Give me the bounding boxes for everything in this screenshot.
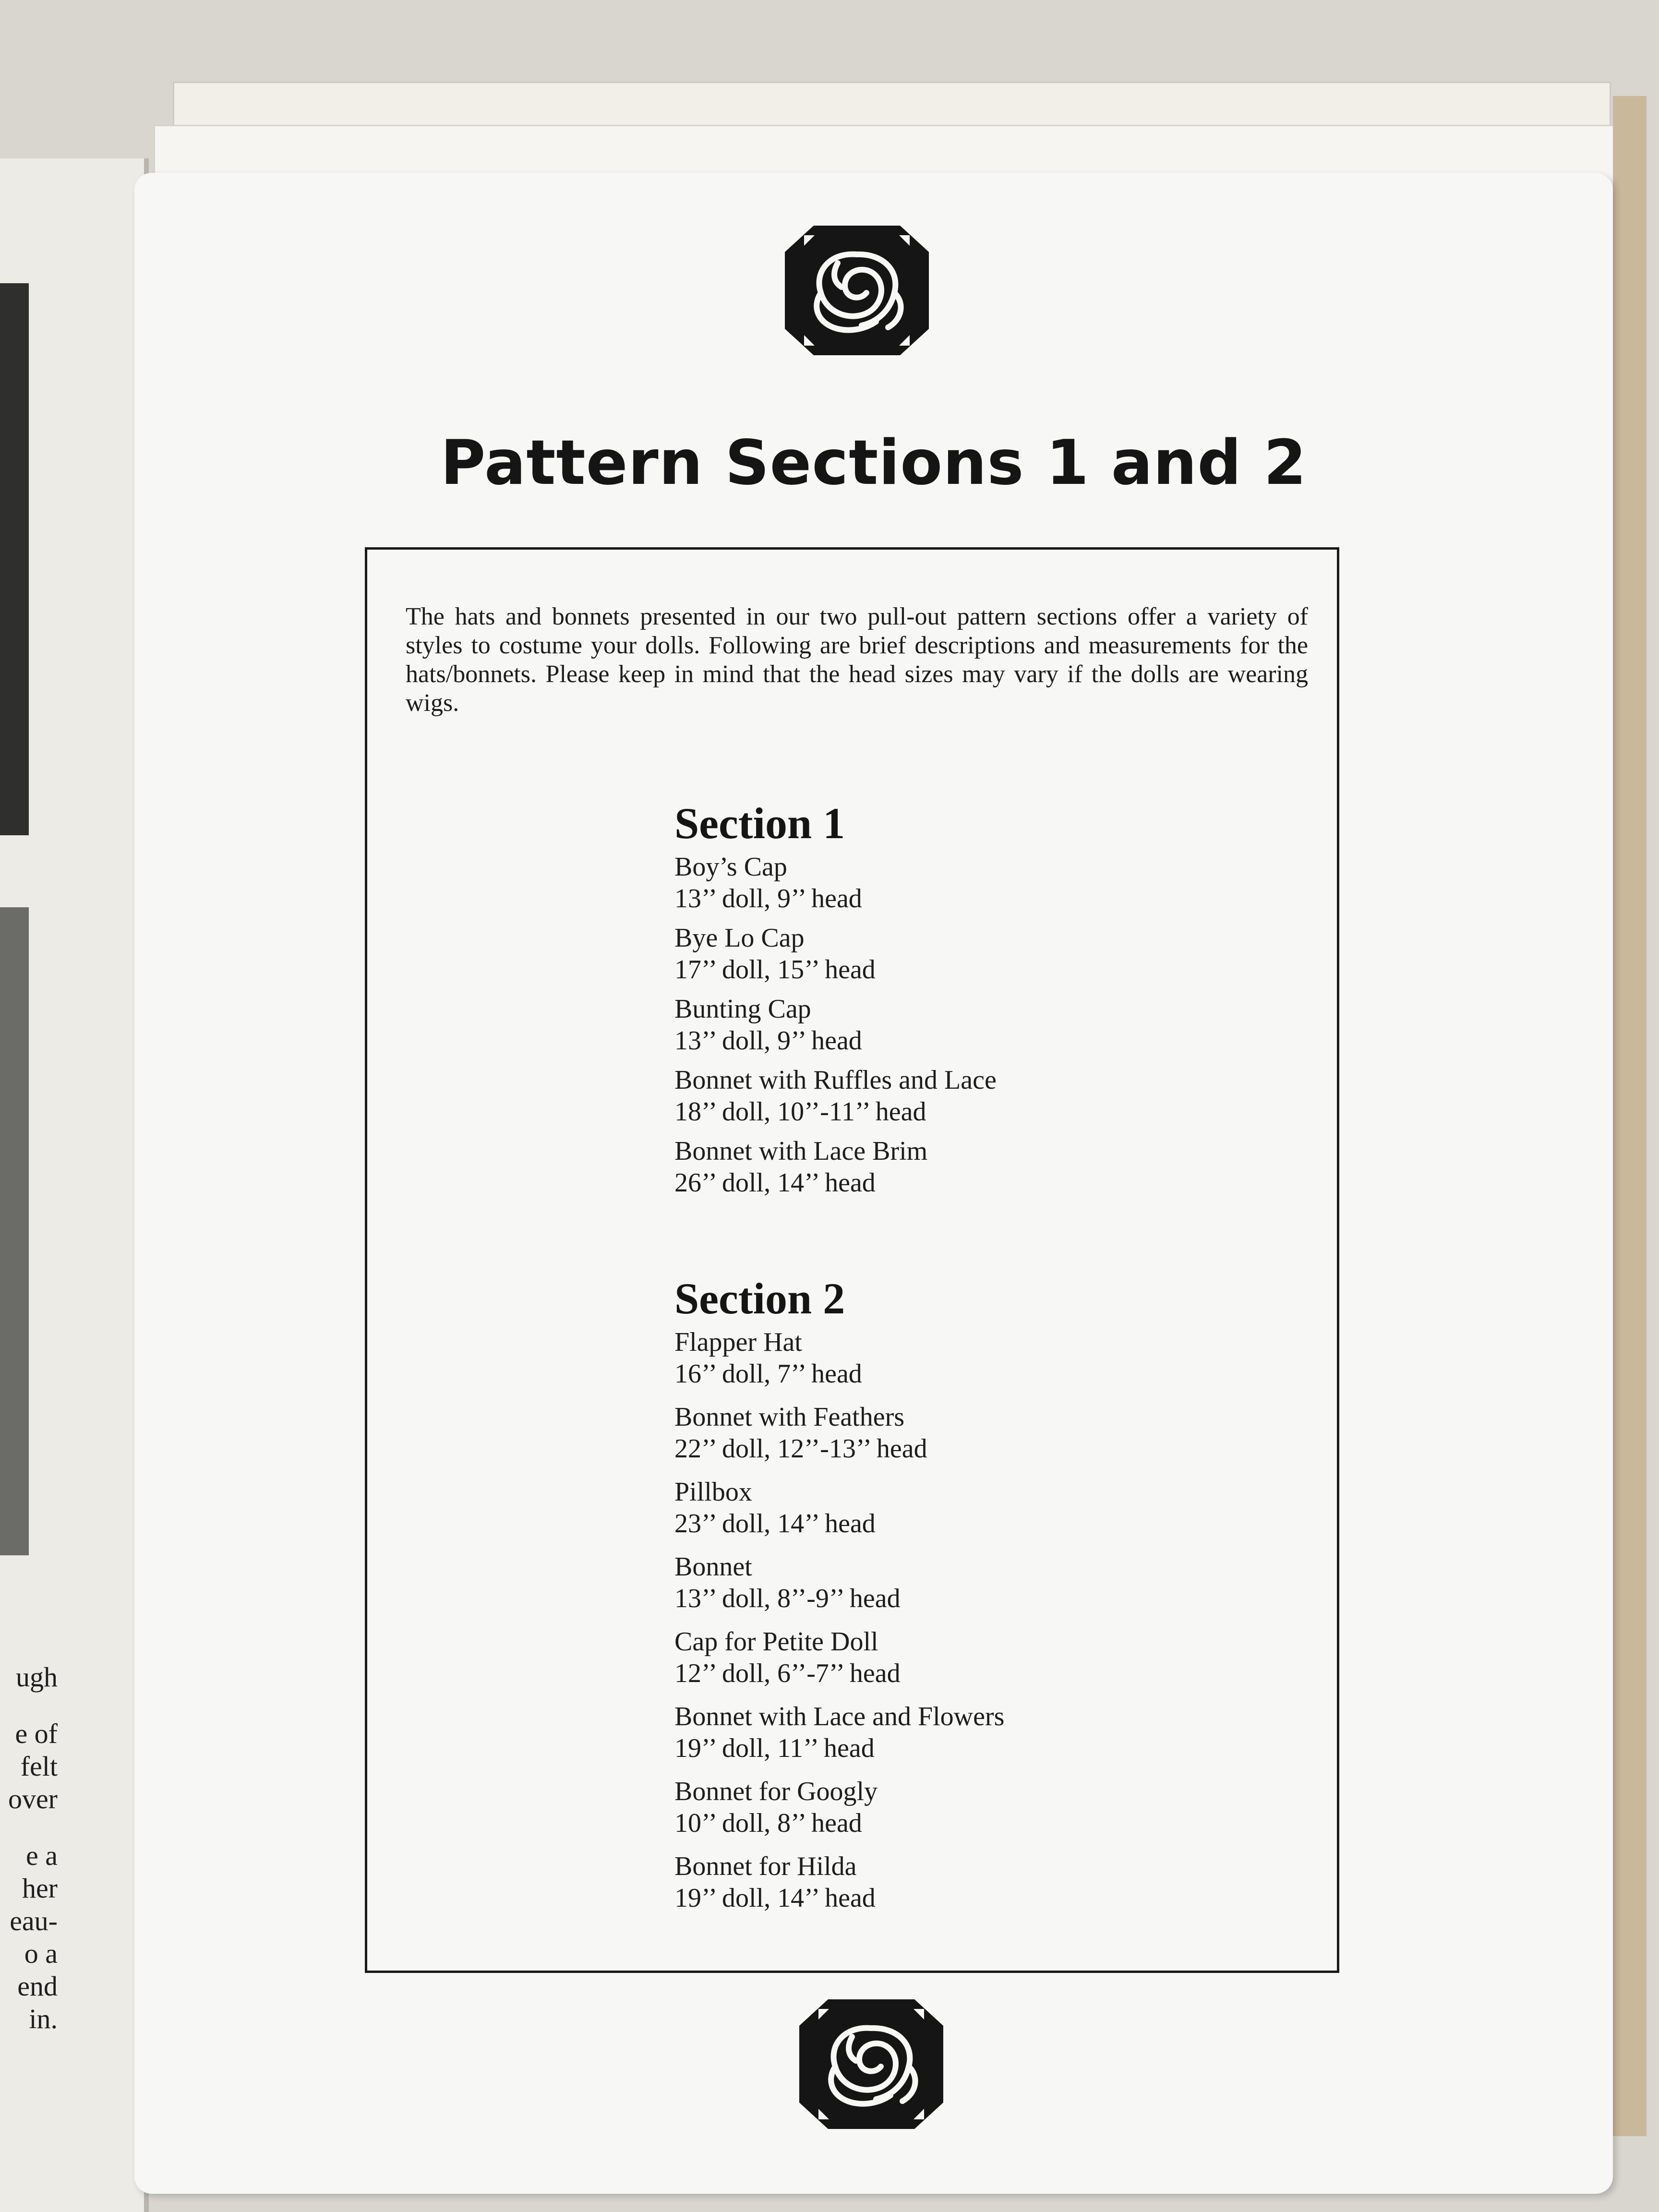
left-text-line: o a bbox=[24, 1938, 58, 1969]
left-text-line: over bbox=[8, 1783, 58, 1815]
pattern-name: Bunting Cap bbox=[674, 994, 811, 1024]
pattern-name: Bonnet for Googly bbox=[674, 1777, 878, 1806]
pattern-item bbox=[674, 851, 1154, 914]
pattern-item bbox=[674, 1476, 1154, 1539]
section-title: Section 1 bbox=[674, 799, 845, 848]
pattern-name: Bonnet with Ruffles and Lace bbox=[674, 1065, 997, 1095]
pattern-item bbox=[674, 1401, 1154, 1465]
pattern-name: Flapper Hat bbox=[674, 1327, 802, 1357]
main-page bbox=[134, 173, 1613, 2194]
pattern-size: 19’’ doll, 11’’ head bbox=[674, 1733, 875, 1763]
section-1 bbox=[674, 799, 1154, 1206]
pattern-item bbox=[674, 1626, 1154, 1689]
pattern-size: 18’’ doll, 10’’-11’’ head bbox=[674, 1097, 926, 1127]
rose-ornament-icon bbox=[799, 1999, 943, 2129]
pattern-size: 23’’ doll, 14’’ head bbox=[674, 1509, 876, 1539]
left-text-line: e a bbox=[26, 1840, 58, 1871]
left-page-text bbox=[0, 1661, 58, 2035]
pattern-size: 13’’ doll, 9’’ head bbox=[674, 884, 862, 914]
pattern-item bbox=[674, 1135, 1154, 1199]
pattern-size: 13’’ doll, 9’’ head bbox=[674, 1026, 862, 1056]
pattern-item bbox=[674, 1064, 1154, 1128]
left-facing-page bbox=[0, 158, 149, 2212]
intro-paragraph: The hats and bonnets presented in our two pull-out pattern sections offer a variety of styles to costume your dolls. Following are brief descriptions and measurements for the hats/bonnets. Please keep in mind that the head sizes may vary if the dolls are wearing wigs. bbox=[406, 603, 1308, 717]
pattern-size: 19’’ doll, 14’’ head bbox=[674, 1883, 876, 1913]
pattern-name: Bye Lo Cap bbox=[674, 923, 805, 953]
pattern-size: 16’’ doll, 7’’ head bbox=[674, 1359, 862, 1389]
rose-ornament-icon bbox=[785, 226, 929, 355]
pattern-item bbox=[674, 1551, 1154, 1614]
section-2 bbox=[674, 1274, 1154, 1925]
pattern-name: Bonnet for Hilda bbox=[674, 1851, 857, 1881]
pattern-item bbox=[674, 993, 1154, 1057]
left-text-line: ugh bbox=[16, 1661, 58, 1693]
pattern-size: 17’’ doll, 15’’ head bbox=[674, 955, 876, 985]
left-text-line: her bbox=[22, 1873, 58, 1904]
left-page-photo bbox=[0, 283, 29, 835]
pattern-item bbox=[674, 1776, 1154, 1839]
pattern-size: 10’’ doll, 8’’ head bbox=[674, 1808, 862, 1838]
pattern-item bbox=[674, 922, 1154, 986]
pattern-name: Bonnet with Lace Brim bbox=[674, 1136, 928, 1166]
left-page-photo bbox=[0, 907, 29, 1555]
pattern-name: Pillbox bbox=[674, 1477, 752, 1507]
content-frame bbox=[365, 547, 1339, 1973]
pattern-name: Bonnet with Feathers bbox=[674, 1402, 905, 1432]
left-text-line: in. bbox=[29, 2003, 58, 2034]
page-stack-edge bbox=[1613, 96, 1647, 2136]
pattern-item bbox=[674, 1851, 1154, 1914]
pattern-name: Bonnet bbox=[674, 1552, 752, 1582]
pattern-size: 22’’ doll, 12’’-13’’ head bbox=[674, 1434, 927, 1464]
pattern-item bbox=[674, 1326, 1154, 1390]
pattern-name: Boy’s Cap bbox=[674, 852, 787, 882]
page-title: Pattern Sections 1 and 2 bbox=[440, 427, 1307, 499]
pattern-size: 12’’ doll, 6’’-7’’ head bbox=[674, 1659, 901, 1688]
left-text-line: end bbox=[17, 1971, 58, 2002]
pattern-size: 26’’ doll, 14’’ head bbox=[674, 1168, 876, 1198]
pattern-name: Bonnet with Lace and Flowers bbox=[674, 1702, 1005, 1731]
pattern-size: 13’’ doll, 8’’-9’’ head bbox=[674, 1584, 901, 1613]
pattern-name: Cap for Petite Doll bbox=[674, 1627, 878, 1657]
left-text-line: felt bbox=[20, 1751, 58, 1782]
pattern-item bbox=[674, 1701, 1154, 1764]
left-text-line: e of bbox=[15, 1718, 58, 1749]
section-title: Section 2 bbox=[674, 1274, 845, 1323]
left-text-line: eau- bbox=[10, 1905, 58, 1936]
